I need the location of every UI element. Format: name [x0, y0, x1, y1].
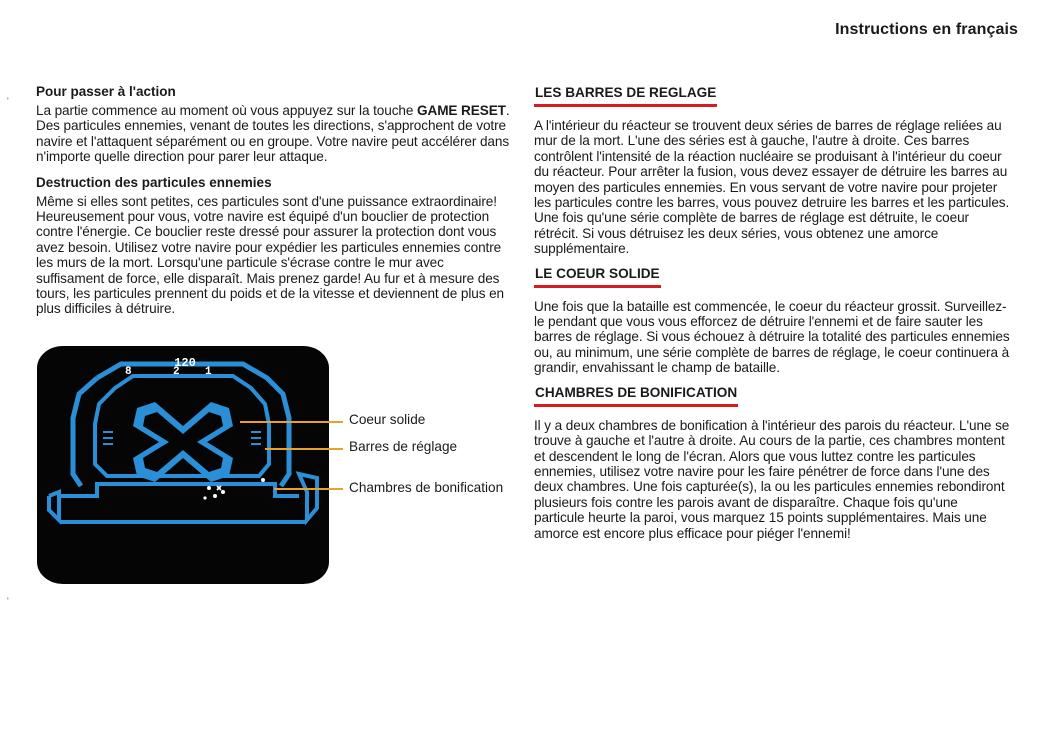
section-paragraph: A l'intérieur du réacteur se trouvent deux séries de barres de réglage reliées au mur de la mort. L'une des séries est à gauche, l'autre à droite. Ces barres contrôlent l'intensité de la réaction nucléaire se produisant à l'intérieur du coeur du réacteur. Pour arrêter la fusion, vous devez essayer de détruire les barres au moyen des particules ennemies. En vous servant de votre navire pour projeter les particules contre les barres, vous pouvez detruire les barres et les particules. Une fois qu'une série complète de barres de réglage est détruite, le coeur rétrécit. Si vous détruisez les deux séries, vous obtenez une amorce supplémentaire. [534, 118, 1010, 257]
destruction-paragraph: Même si elles sont petites, ces particules sont d'une puissance extraordinaire! Heureusement pour vous, votre navire est équipé d'un bouclier de protection contre l'énergie. Ce bouclier reste dressé pour assurer la protection dont vous avez besoin. Utilisez votre navire pour expédier les particules ennemies contre les murs de la mort. Lorsqu'une particule s'écrase contre le mur avec suffisament de force, elle disparaît. Mais prenez garde! Au fur et à mesure des tours, les particules prennent du poids et de la vitesse et deviennent de plus en plus difficiles à détruire. [36, 193, 504, 317]
callout-label-core: Coeur solide [349, 412, 426, 427]
callout-line-chambers [274, 488, 343, 490]
section-heading: LE COEUR SOLIDE [534, 266, 661, 288]
callout-line-rods [265, 448, 343, 450]
section-paragraph: Il y a deux chambres de bonification à l'intérieur des parois du réacteur. L'une se trouve à gauche et l'autre à droite. Au cours de la partie, ces chambres montent et descendent le long de l'écran. Alors que vous luttez contre les particules ennemies, utilisez votre navire pour les faire pénétrer de force dans l'une des deux chambres. Une fois capturée(s), la ou les particules ennemies rebondiront plusieurs fois contre les parois avant de disparaître. Chaque fois qu'une particule heurte la paroi, vous marquez 15 points supplémentaires. Mais une amorce est encore plus efficace pour piéger l'ennemi! [534, 417, 1010, 541]
reactor-core [133, 402, 233, 482]
action-heading: Pour passer à l'action [36, 84, 176, 99]
reactor-playfield [37, 346, 329, 584]
level-value: 2 [173, 366, 180, 378]
right-column [534, 84, 1010, 549]
section-rods [534, 84, 1010, 257]
section-paragraph: Une fois que la bataille est commencée, le coeur du réacteur grossit. Surveillez-le pendant que vous vous efforcez de détruire l'ennemi et de faire sauter les barres de réglage. Si vous échouez à détruire la totalité des particules ennemies ou, au minimum, une série complète de barres de réglage, le coeur continuera à grandir, envahissant le champ de bataille. [534, 298, 1010, 376]
game-screen-image [37, 346, 329, 584]
callout-line-core [240, 421, 343, 423]
section-heading: LES BARRES DE REGLAGE [534, 85, 717, 107]
game-reset-label: GAME RESET [417, 103, 506, 118]
score-value: 120 [174, 356, 196, 370]
page-title: Instructions en français [835, 21, 1018, 38]
margin-mark: ' [7, 596, 9, 606]
lives-value: 8 [125, 366, 132, 378]
margin-mark: ' [7, 96, 9, 106]
bonus-chamber-left [49, 492, 59, 520]
player-value: 1 [205, 366, 212, 378]
action-paragraph: La partie commence au moment où vous appuyez sur la touche GAME RESET. Des particules ennemies, venant de toutes les directions, s'approchent de votre navire et l'attaquent séparément ou en groupe. Votre navire peut accélérer dans n'importe quelle direction pour parer leur attaque. [36, 103, 510, 165]
destruction-heading: Destruction des particules ennemies [36, 174, 272, 190]
callout-label-rods: Barres de réglage [349, 439, 458, 454]
section-chambers [534, 384, 1010, 541]
callout-label-chambers: Chambres de bonification [349, 480, 504, 495]
bottom-wall [61, 484, 305, 522]
section-core [534, 265, 1010, 376]
left-column [36, 84, 514, 324]
section-heading: CHAMBRES DE BONIFICATION [534, 385, 738, 407]
bonus-chamber-right [299, 474, 317, 520]
